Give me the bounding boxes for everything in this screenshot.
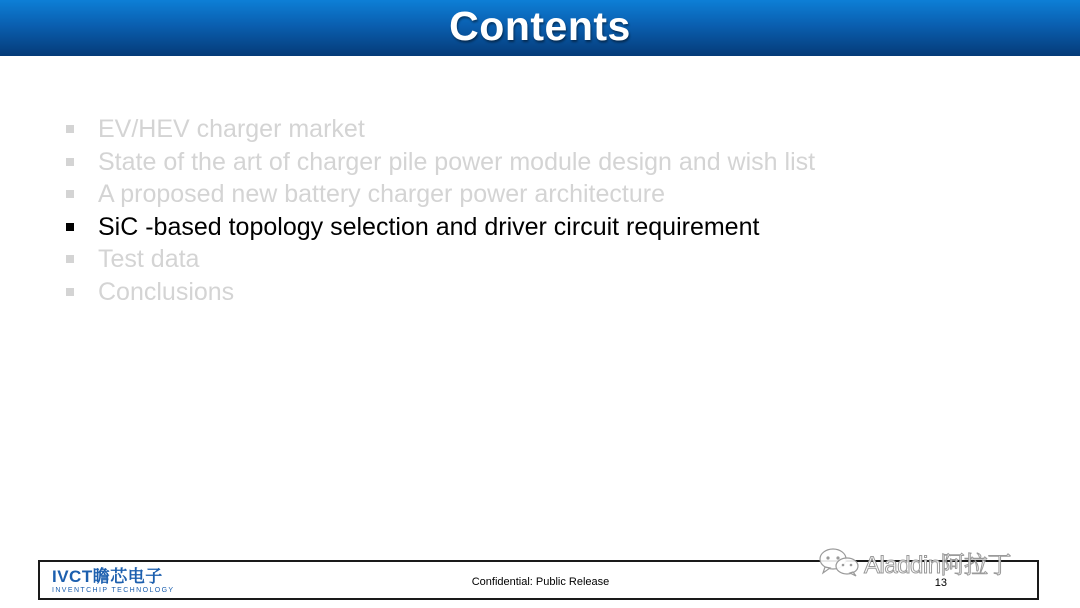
square-bullet-icon <box>66 223 74 231</box>
agenda-item-label: Test data <box>98 245 200 273</box>
title-bar <box>0 0 1080 56</box>
agenda-item-state-of-art <box>66 146 815 179</box>
logo-chinese-text: 瞻芯电子 <box>92 567 163 586</box>
square-bullet-icon <box>66 125 74 133</box>
agenda-item-ev-market <box>66 113 815 146</box>
square-bullet-icon <box>66 190 74 198</box>
agenda-item-conclusions <box>66 276 815 309</box>
agenda-item-sic-topology <box>66 211 815 244</box>
agenda-item-label: EV/HEV charger market <box>98 115 365 143</box>
slide-title: Contents <box>449 3 631 49</box>
logo-latin-text: IVCT <box>52 567 93 586</box>
agenda-item-test-data <box>66 243 815 276</box>
confidential-notice: Confidential: Public Release <box>471 576 610 588</box>
page-number: 13 <box>934 577 947 589</box>
agenda-item-label: A proposed new battery charger power architecture <box>98 180 665 208</box>
agenda-list <box>66 113 815 308</box>
agenda-item-label: SiC -based topology selection and driver circuit requirement <box>98 212 760 241</box>
agenda-item-label: Conclusions <box>98 277 235 306</box>
logo-subtitle: INVENTCHIP TECHNOLOGY <box>52 587 175 594</box>
square-bullet-icon <box>66 158 74 166</box>
wechat-icon <box>818 547 860 582</box>
square-bullet-icon <box>66 255 74 263</box>
watermark-text: Aladdin阿拉丁 <box>864 552 1012 579</box>
square-bullet-icon <box>66 288 74 296</box>
agenda-item-architecture <box>66 178 815 211</box>
agenda-item-label: State of the art of charger pile power module design and wish list <box>98 147 816 176</box>
